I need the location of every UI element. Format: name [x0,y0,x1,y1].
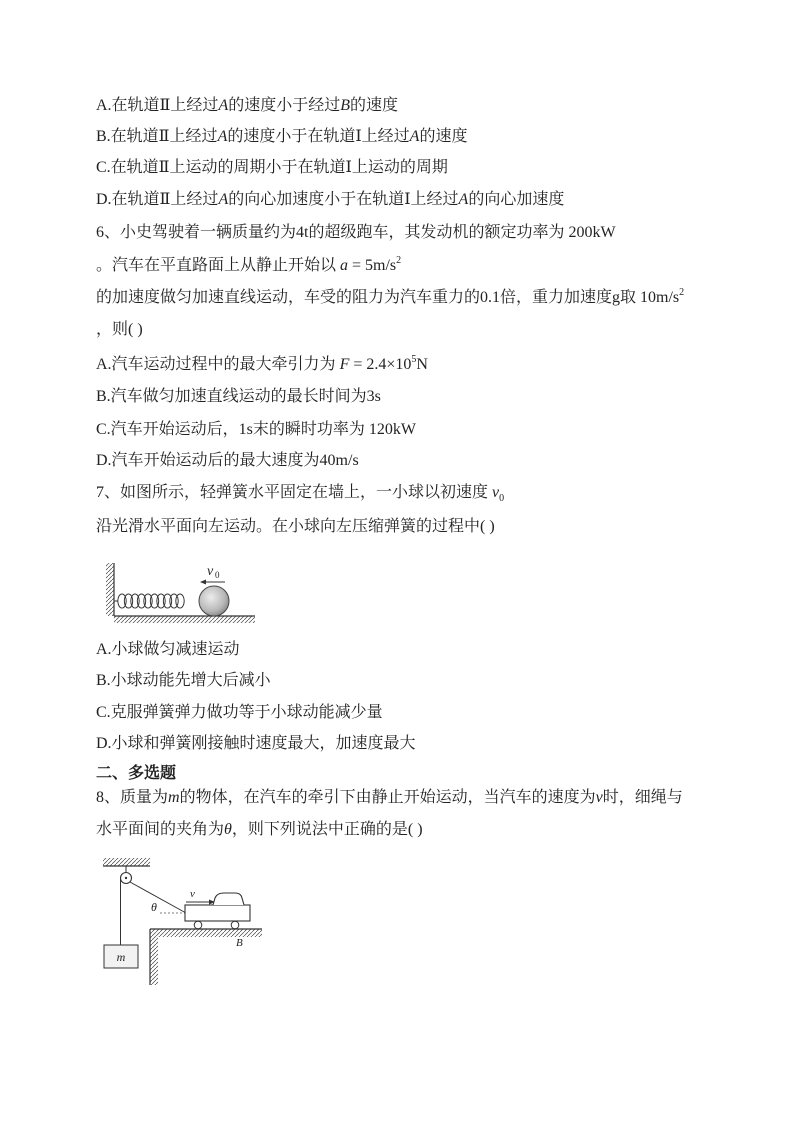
q8-stem-text: 8、质量为 [96,789,169,806]
car-wheel [194,921,202,929]
rope-slanted [130,882,186,913]
point-b-label: B [236,937,243,949]
q7-stem-text: 7、如图所示，轻弹簧水平固定在墙上，一小球以初速度 [96,484,489,501]
force-unit: N [416,356,428,373]
q6-stem-line-1 [96,223,616,243]
gravity-exponent: 2 [679,287,685,298]
rated-power-value: 200kW [568,224,616,241]
q7-stem-line-2: 沿光滑水平面向左运动。在小球向左压缩弹簧的过程中( ) [96,518,495,535]
q6-option-a-text: A.汽车运动过程中的最大牵引力为 [96,356,336,373]
q6-stem-line-3 [96,288,684,308]
q7-option-a: A.小球做匀减速运动 [96,641,240,658]
acceleration-formula [340,257,401,274]
acceleration-symbol: a [340,257,349,274]
point-b-symbol: B [340,97,351,114]
point-a-symbol: A [409,128,420,145]
car-velocity-label: v [190,888,195,900]
q5-option-a-text: A.在轨道Ⅱ上经过 [96,97,219,114]
instant-power-value: 120kW [368,421,417,438]
acceleration-exponent: 2 [396,255,402,266]
mass-label: m [116,950,126,964]
q7-stem-line-1 [96,483,504,503]
q8-stem-text: 水平面间的夹角为 [96,821,225,838]
mass-symbol: m [168,789,180,806]
spring-coil [176,594,184,608]
acceleration-value: = 5m/s [348,257,397,274]
q5-option-d [96,190,564,210]
velocity-symbol: v [492,484,500,501]
angle-symbol: θ [224,821,232,838]
section-title: 二、多选题 [96,765,177,782]
force-exponent: 5 [411,354,417,365]
force-symbol: F [339,356,350,373]
ball [199,586,229,616]
cliff-hatching [150,937,158,985]
q8-stem-text: 的物体，在汽车的牵引下由静止开始运动，当汽车的速度为 [179,789,596,806]
pulley-axle [125,877,127,879]
q6-stem-text: 。汽车在平直路面上从静止开始以 [96,257,337,274]
point-a-symbol: A [217,128,228,145]
q5-option-a-text: 的速度小于经过 [228,97,341,114]
car-cab [213,893,244,905]
q6-option-d: D.汽车开始运动后的最大速度为40m/s [96,452,359,469]
q7-option-c: C.克服弹簧弹力做功等于小球动能减少量 [96,704,383,721]
wall-hatching [106,563,114,616]
angle-label: θ [151,900,157,914]
spring [114,594,184,608]
q5-option-a-text: 的速度 [350,97,399,114]
q6-stem-line-2 [96,256,401,276]
car-wheel [231,921,239,929]
q6-stem-text: 的加速度做匀加速直线运动，车受的阻力为汽车重力的0.1倍，重力加速度g取 [96,289,637,306]
velocity-subscript: 0 [499,493,505,504]
q5-option-b-text: 的速度小于在轨道Ⅰ上经过 [227,128,410,145]
point-a-symbol: A [458,191,469,208]
max-traction-formula [340,356,428,373]
velocity-label: v [207,564,214,579]
q5-option-d-text: D.在轨道Ⅱ上经过 [96,191,219,208]
q6-option-c [96,420,416,440]
q5-option-d-text: 的向心加速度 [468,191,565,208]
q5-option-b-text: B.在轨道Ⅱ上经过 [96,128,218,145]
force-value: = 2.4×10 [349,356,412,373]
q5-option-a [96,96,398,116]
q5-option-b-text: 的速度 [419,128,468,145]
q6-stem-line-4: ，则( ) [96,321,143,338]
car-body [185,905,250,921]
ceiling-hatching [103,858,150,866]
q5-option-d-text: 的向心加速度小于在轨道Ⅰ上经过 [228,191,459,208]
q8-stem-text: 时，细绳与 [602,789,683,806]
q6-option-c-text: C.汽车开始运动后，1s末的瞬时功率为 [96,421,365,438]
q6-option-a [96,355,428,375]
q8-stem-text: ，则下列说法中正确的是( ) [231,821,423,838]
initial-velocity-symbol [492,484,505,504]
q8-stem-line-2 [96,820,423,840]
q7-option-d: D.小球和弹簧刚接触时速度最大，加速度最大 [96,735,416,752]
q8-stem-line-1 [96,788,683,808]
velocity-label-subscript: 0 [215,570,220,580]
ground-hatching [150,929,262,937]
gravity-value [640,289,684,306]
spring-ball-figure [100,556,262,626]
gravity-value-text: 10m/s [640,289,680,306]
velocity-arrowhead [200,580,206,585]
point-a-symbol: A [218,191,229,208]
velocity-symbol: v [595,789,603,806]
q5-option-c: C.在轨道Ⅱ上运动的周期小于在轨道Ⅰ上运动的周期 [96,159,448,176]
q6-stem-text: 6、小史驾驶着一辆质量约为4t的超级跑车，其发动机的额定功率为 [96,224,565,241]
q6-option-b: B.汽车做匀加速直线运动的最长时间为3s [96,388,381,405]
point-a-symbol: A [218,97,229,114]
pulley-car-figure [98,852,268,988]
q7-option-b: B.小球动能先增大后减小 [96,672,271,689]
q5-option-b [96,127,467,147]
floor-hatching [114,616,255,623]
